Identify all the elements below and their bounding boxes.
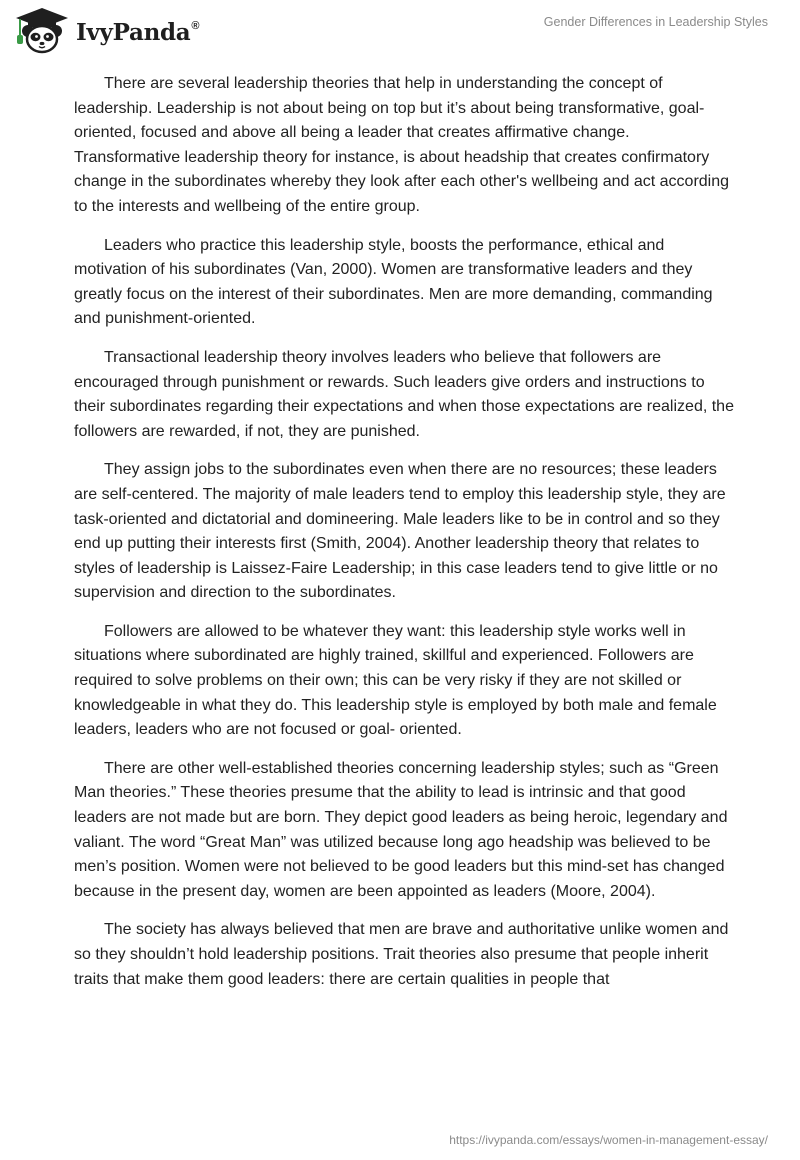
document-title: Gender Differences in Leadership Styles [543, 15, 768, 29]
page-header [0, 0, 800, 60]
paragraph: The society has always believed that men are brave and authoritative unlike women and so they shouldn’t hold leadership positions. Trait theories also presume that people inherit traits that make them good leaders: there are certain qualities in people that [74, 921, 729, 988]
essay-body [74, 72, 734, 1006]
paragraph: There are several leadership theories that help in understanding the concept of leadership. Leadership is not about being on top but it’s about being transformative, goal-oriented, focused and above all being a leader that creates affirmative change. Transformative leadership theory for instance, is about headship that creates confirmatory change in the subordinates whereby they look after each other's wellbeing and act according to the interests and wellbeing of the entire group. [74, 75, 730, 215]
registered-mark: ® [191, 19, 200, 32]
panda-graduation-cap-icon [14, 6, 70, 56]
source-url-link[interactable]: https://ivypanda.com/essays/women-in-management-essay/ [449, 1133, 768, 1147]
brand-logo[interactable] [14, 6, 199, 56]
paragraph: There are other well-established theories concerning leadership styles; such as “Green Man theories.” These theories presume that the ability to lead is intrinsic and that good leaders are not made but are born. They depict good leaders as being heroic, legendary and valiant. The word “Great Man” was utilized because long ago headship was believed to be men’s position. Women were not believed to be good leaders but this mind-set has changed because in the present day, women are been appointed as leaders (Moore, 2004). [74, 759, 728, 900]
paragraph: They assign jobs to the subordinates even when there are no resources; these leaders are self-centered. The majority of male leaders tend to employ this leadership style, they are task-oriented and dictatorial and domineering. Male leaders like to be in control and so they end up putting their interests first (Smith, 2004). Another leadership theory that relates to styles of leadership is Laissez-Faire Leadership; in this case leaders tend to give little or no supervision and direction to the subordinates. [74, 461, 726, 602]
paragraph: Followers are allowed to be whatever they want: this leadership style works well in situations where subordinated are highly trained, skillful and experienced. Followers are required to solve problems on their own; this can be very risky if they are not skilled or knowledgeable in what they do. This leadership style is employed by both male and female leaders, leaders who are not focused or goal- oriented. [74, 622, 717, 739]
brand-name: IvyPanda® [76, 18, 200, 46]
paragraph: Leaders who practice this leadership style, boosts the performance, ethical and motivation of his subordinates (Van, 2000). Women are transformative leaders and they greatly focus on the interest of their subordinates. Men are more demanding, commanding and punishment-oriented. [74, 236, 713, 328]
paragraph: Transactional leadership theory involves leaders who believe that followers are encouraged through punishment or rewards. Such leaders give orders and instructions to their subordinates regarding their expectations and when those expectations are realized, the followers are rewarded, if not, they are punished. [74, 348, 734, 440]
